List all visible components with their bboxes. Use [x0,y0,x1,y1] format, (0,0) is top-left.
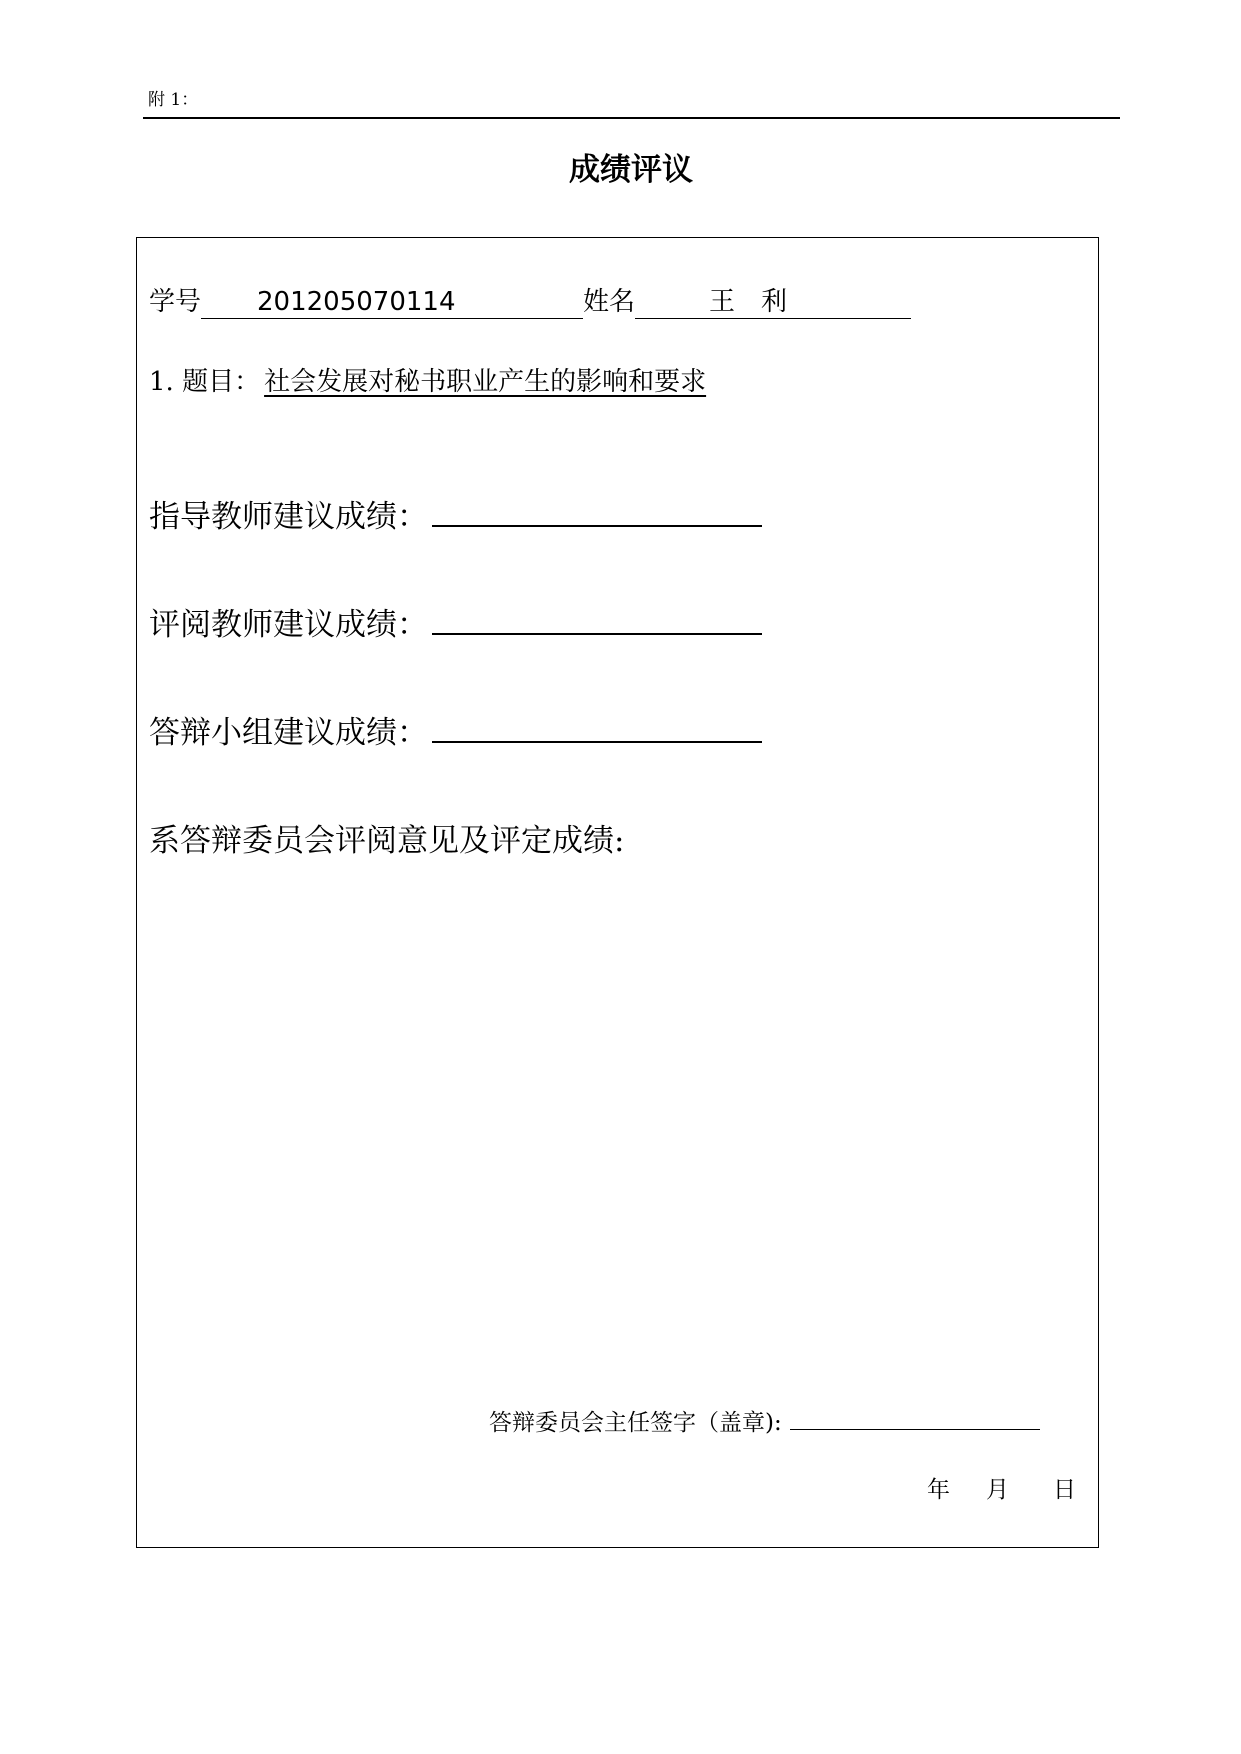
advisor-grade-field[interactable] [432,505,762,527]
date-year-label: 年 [927,1477,950,1503]
reviewer-grade-label: 评阅教师建议成绩： [149,607,428,643]
student-name-value: 王 利 [709,287,788,317]
student-name-field[interactable] [635,286,911,319]
student-id-value: 201205070114 [257,287,456,317]
signature-date [927,1475,1076,1505]
committee-opinion-label: 系答辩委员会评阅意见及评定成绩: [149,823,625,859]
topic-value: 社会发展对秘书职业产生的影响和要求 [264,367,707,397]
advisor-grade-row [149,498,762,536]
signature-label: 答辩委员会主任签字（盖章): [489,1410,782,1436]
defense-group-grade-label: 答辩小组建议成绩： [149,715,428,751]
reviewer-grade-row [149,606,762,644]
topic-label: 1. 题目： [149,367,261,397]
student-id-label: 学号 [149,287,202,317]
header-rule [143,117,1120,119]
reviewer-grade-field[interactable] [432,613,762,635]
student-name-label: 姓名 [583,287,636,317]
defense-group-grade-field[interactable] [432,721,762,743]
date-day-label: 日 [1053,1477,1076,1503]
signature-field[interactable] [790,1410,1040,1430]
defense-group-grade-row [149,714,762,752]
attachment-note: 附 1： [148,90,199,110]
advisor-grade-label: 指导教师建议成绩： [149,499,428,535]
page-title: 成绩评议 [569,152,693,188]
student-info-row [149,286,911,319]
topic-row [149,366,706,398]
student-id-field[interactable] [201,286,583,319]
signature-row [489,1408,1040,1438]
date-month-label: 月 [986,1477,1009,1503]
grade-evaluation-form [136,237,1099,1548]
